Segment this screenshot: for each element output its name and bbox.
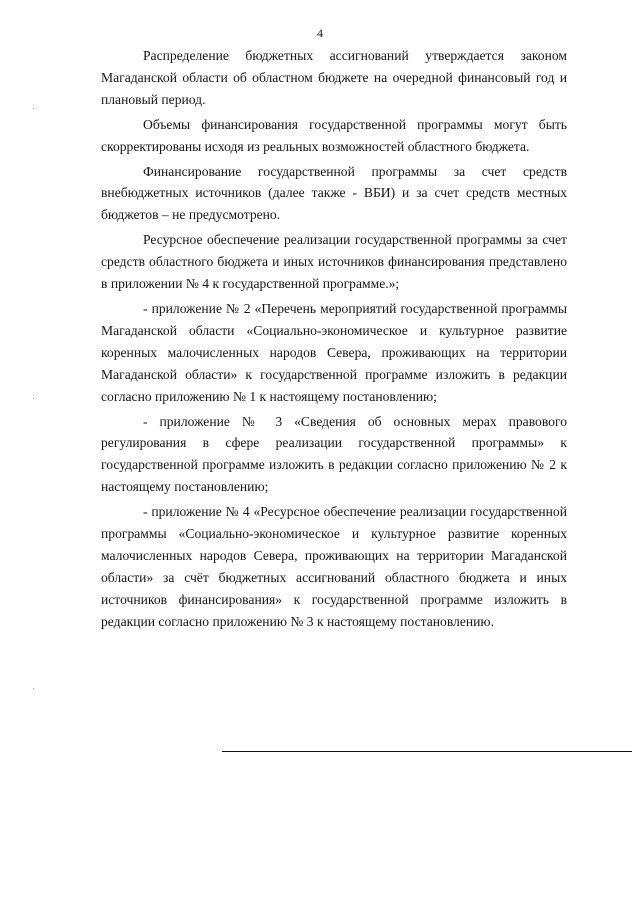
closing-rule — [222, 751, 632, 752]
paragraph-funding-adjustment: Объемы финансирования государственной программы могут быть скорректированы исходя из реальных возможностей областного бюджета. — [101, 116, 567, 154]
paragraph-extrabudgetary-funding: Финансирование государственной программы за счет средств внебюджетных источников (далее также - ВБИ) и за счет средств местных бюджетов – не предусмотрено. — [101, 163, 567, 223]
scan-margin-mark — [33, 108, 34, 109]
scan-margin-mark — [33, 688, 34, 689]
scan-margin-mark — [33, 398, 34, 399]
paragraph-resource-provision: Ресурсное обеспечение реализации государственной программы за счет средств областного бюджета и иных источников финансирования представлено в приложении № 4 к государственной программе.»; — [101, 232, 567, 292]
paragraph-appendix-3: - приложение № 3 «Сведения об основных мерах правового регулирования в сфере реализации государственной программы» к государственной программе изложить в редакции согласно приложению № 2 к настоящему постановлению; — [101, 413, 567, 495]
document-body — [101, 45, 567, 633]
page-number: 4 — [317, 26, 323, 40]
paragraph-appendix-2: - приложение № 2 «Перечень мероприятий государственной программы Магаданской области «Социально-экономическое и культурное развитие коренных малочисленных народов Севера, проживающих на территории Магаданской области» к государственной программе изложить в редакции согласно приложению № 1 к настоящему постановлению; — [101, 300, 567, 404]
paragraph-budget-allocation: Распределение бюджетных ассигнований утверждается законом Магаданской области об областном бюджете на очередной финансовый год и плановый период. — [101, 48, 567, 107]
paragraph-appendix-4: - приложение № 4 «Ресурсное обеспечение реализации государственной программы «Социально-экономическое и культурное развитие коренных малочисленных народов Севера, проживающих на территории Магаданской области» за счёт бюджетных ассигнований областного бюджета и иных источников финансирования» к государственной программе изложить в редакции согласно приложению № 3 к настоящему постановлению. — [101, 504, 567, 629]
